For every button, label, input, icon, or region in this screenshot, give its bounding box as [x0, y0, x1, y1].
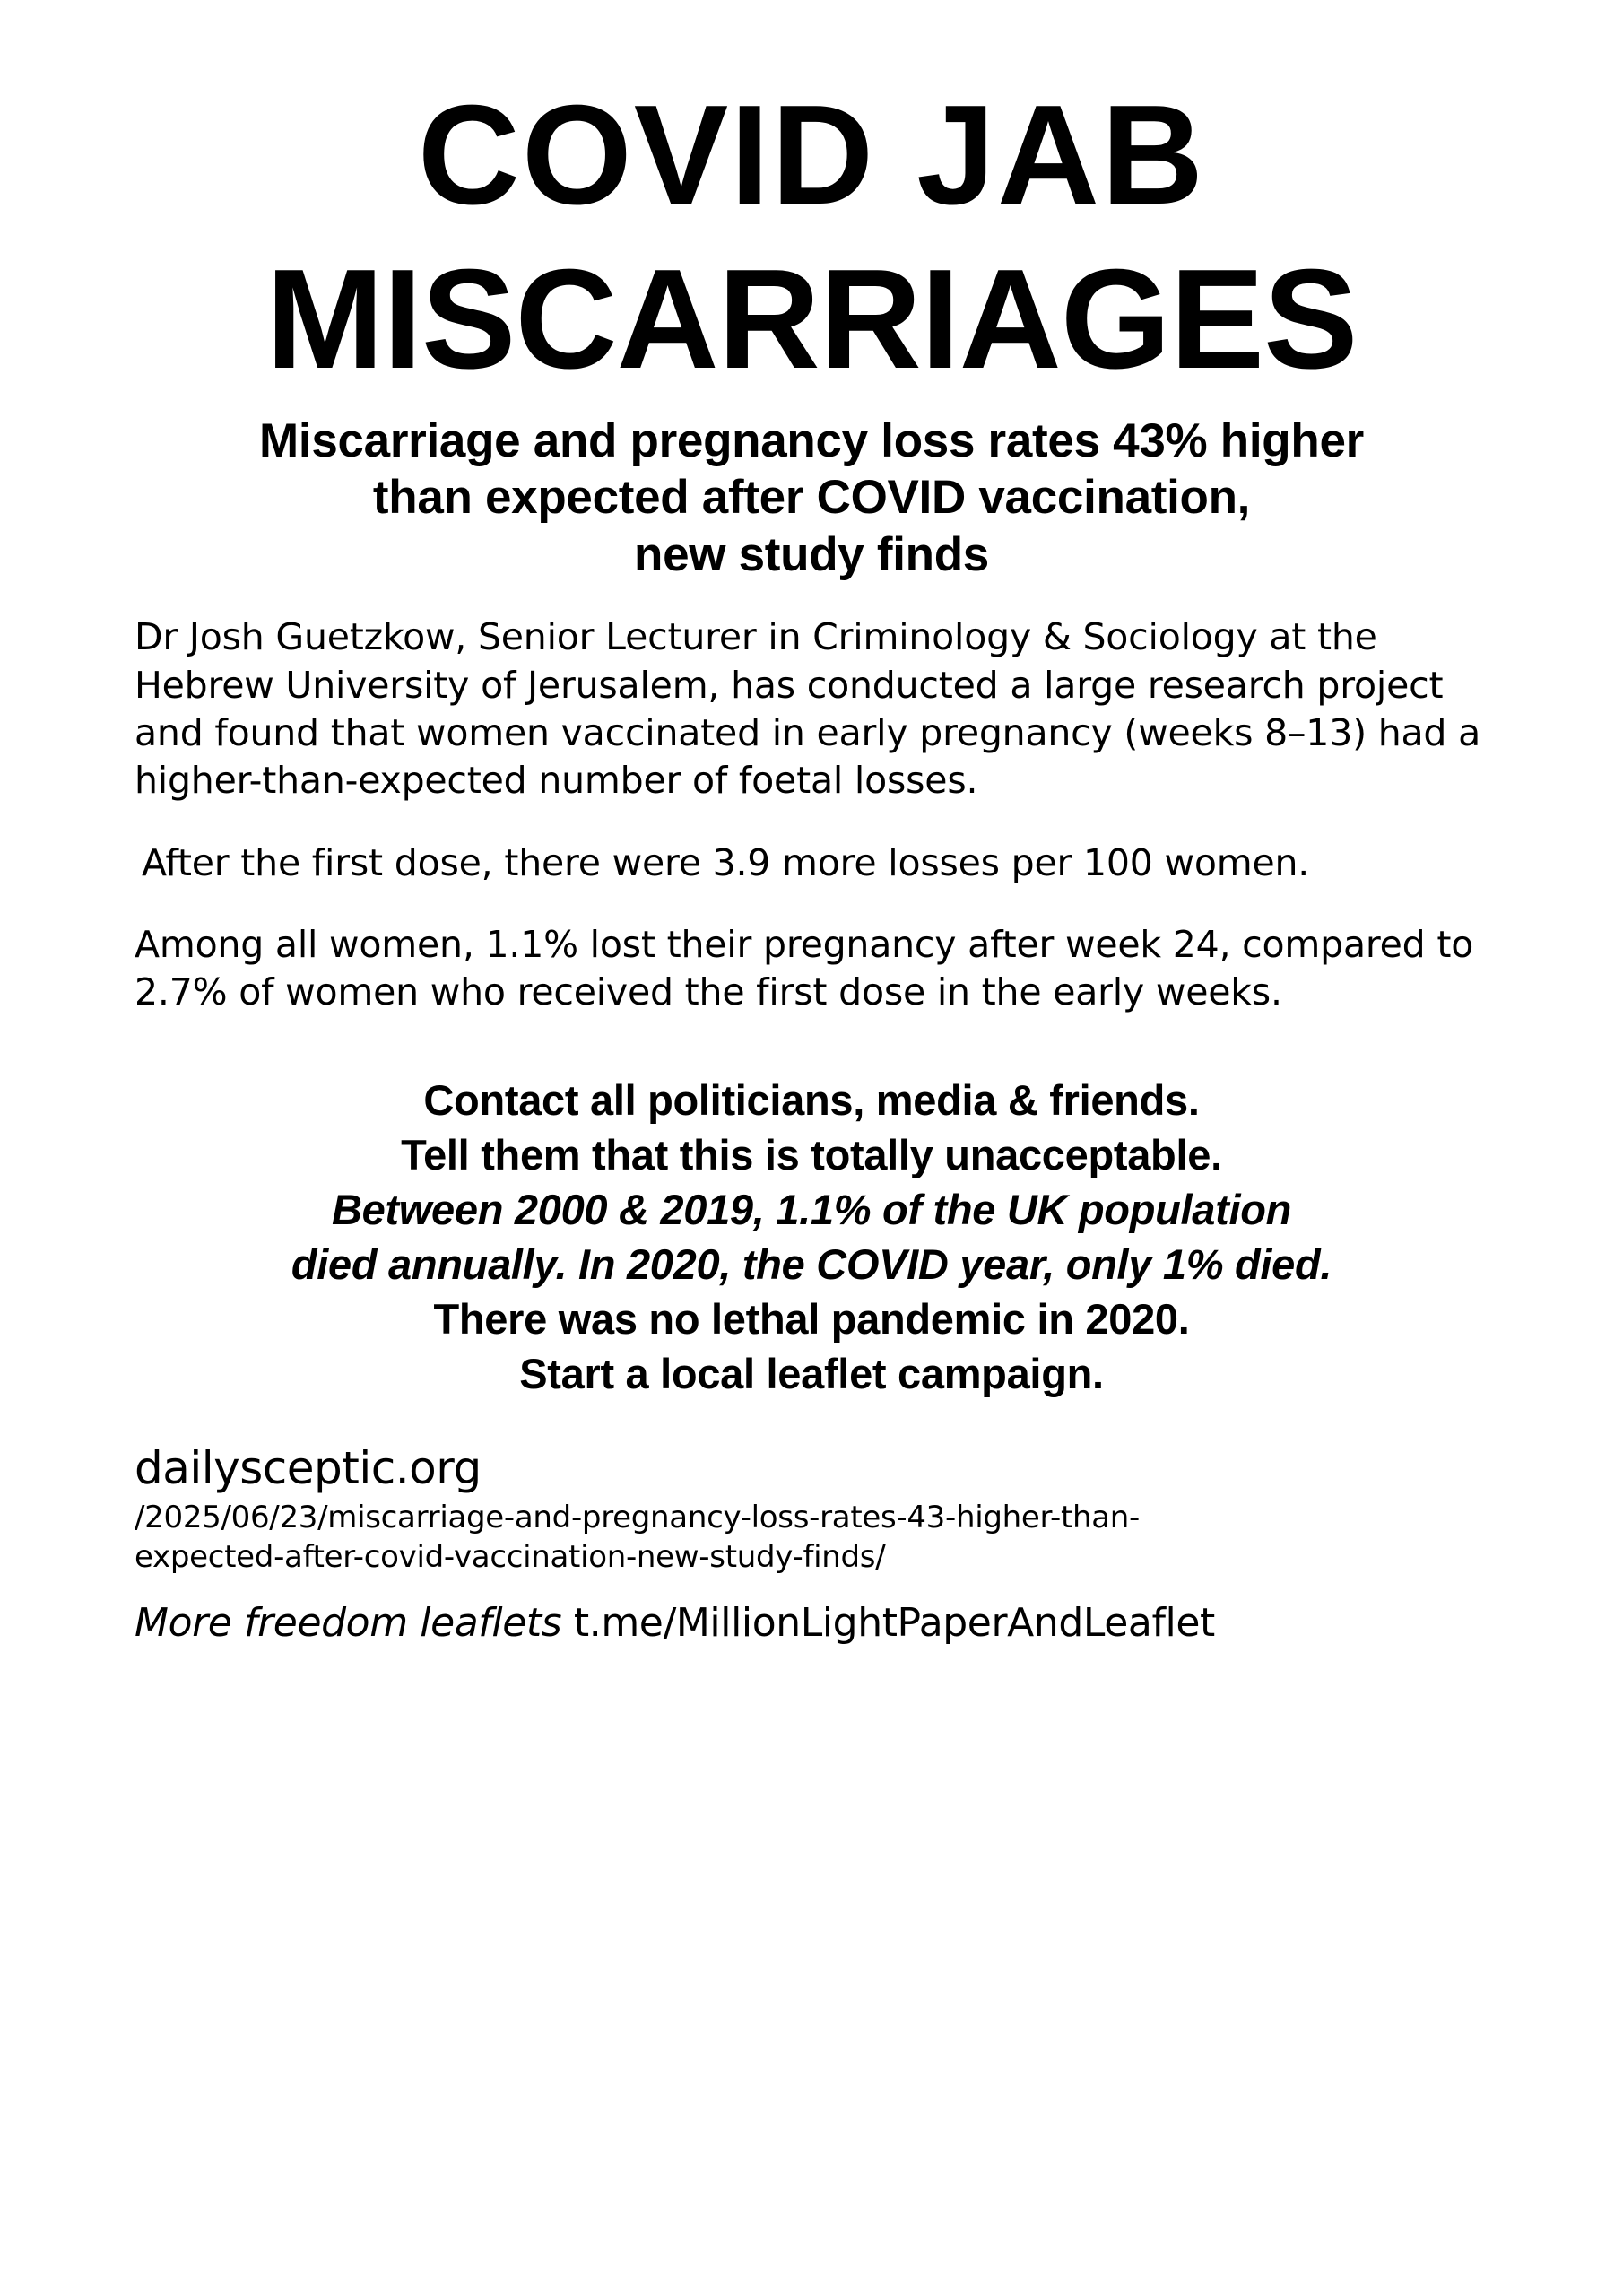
subtitle [135, 413, 1488, 584]
cta-line-1: Contact all politicians, media & friends. [423, 1075, 1200, 1124]
body-paragraph-2: After the first dose, there were 3.9 more losses per 100 women. [142, 840, 1310, 884]
source-site-name[interactable]: dailysceptic.org [135, 1442, 482, 1495]
subtitle-line-2: than expected after COVID vaccination, [372, 471, 1251, 525]
call-to-action [135, 1073, 1488, 1402]
more-leaflets-line [135, 1600, 1488, 1646]
subtitle-line-1: Miscarriage and pregnancy loss rates 43% higher [259, 413, 1364, 467]
source-article-path[interactable] [135, 1499, 1488, 1577]
source-article-path-line-2: expected-after-covid-vaccination-new-study-finds/ [135, 1538, 886, 1575]
cta-line-4: died annually. In 2020, the COVID year, only 1% died. [291, 1239, 1332, 1288]
body-text [135, 613, 1488, 1016]
body-paragraph-1: Dr Josh Guetzkow, Senior Lecturer in Criminology & Sociology at the Hebrew University of Jerusalem, has conducted a large research project and found that women vaccinated in early pregnancy (weeks 8–13) had a higher-than-expected number of foetal losses. [135, 615, 1480, 803]
source-article-path-line-1: /2025/06/23/miscarriage-and-pregnancy-loss-rates-43-higher-than- [135, 1500, 1141, 1536]
cta-line-5: There was no lethal pandemic in 2020. [433, 1294, 1190, 1343]
footer [135, 1444, 1488, 1646]
cta-line-2: Tell them that this is totally unacceptable. [401, 1130, 1222, 1178]
headline-line-1: COVID JAB [417, 76, 1206, 234]
headline-line-2: MISCARRIAGES [265, 239, 1358, 398]
cta-line-6: Start a local leaflet campaign. [519, 1349, 1104, 1397]
body-paragraph-3: Among all women, 1.1% lost their pregnancy after week 24, compared to 2.7% of women who received the first dose in the early weeks. [135, 922, 1474, 1014]
more-leaflets-link[interactable]: t.me/MillionLightPaperAndLeaflet [573, 1600, 1215, 1647]
headline [135, 76, 1488, 398]
more-leaflets-label: More freedom leaflets [135, 1600, 562, 1647]
cta-line-3: Between 2000 & 2019, 1.1% of the UK population [331, 1185, 1292, 1233]
subtitle-line-3: new study finds [634, 527, 989, 581]
